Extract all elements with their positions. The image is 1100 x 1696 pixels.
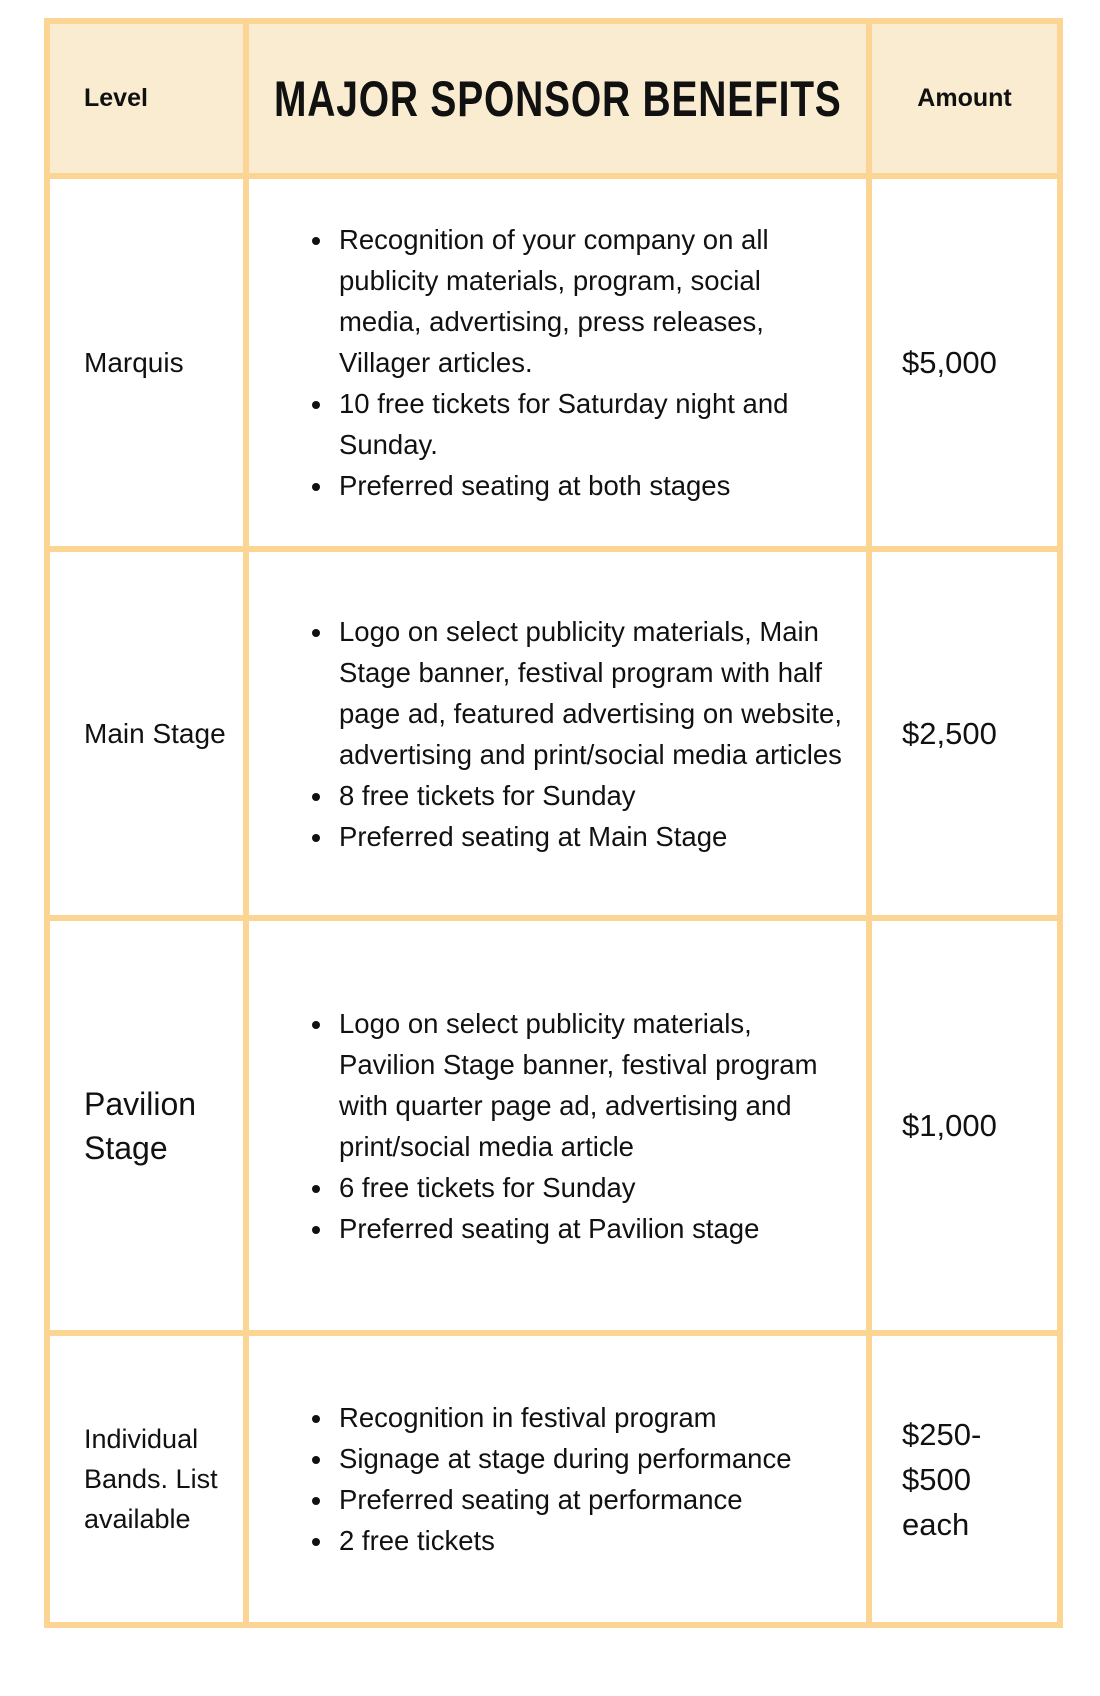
- benefit-item: • Signage at stage during performance: [335, 1438, 792, 1479]
- level-marquis: Marquis: [50, 179, 243, 546]
- benefits-pavilion-stage: [249, 921, 866, 1330]
- benefit-item: • Recognition in festival program: [335, 1397, 792, 1438]
- header-title: [249, 24, 866, 173]
- benefits-main-stage: [249, 552, 866, 915]
- benefit-item: • 10 free tickets for Saturday night and Sunday.: [335, 383, 846, 465]
- benefit-item: • Recognition of your company on all publicity materials, program, social media, advertising, press releases, Villager articles.: [335, 219, 846, 383]
- benefit-item: • Preferred seating at Pavilion stage: [335, 1208, 846, 1249]
- amount-main-stage: $2,500: [872, 552, 1057, 915]
- benefit-item: • Preferred seating at performance: [335, 1479, 792, 1520]
- page-title: MAJOR SPONSOR BENEFITS: [273, 70, 842, 127]
- level-main-stage: Main Stage: [50, 552, 243, 915]
- benefit-item: • 6 free tickets for Sunday: [335, 1167, 846, 1208]
- benefit-item: • Preferred seating at both stages: [335, 465, 846, 506]
- benefit-item: • 2 free tickets: [335, 1520, 792, 1561]
- header-amount: Amount: [872, 24, 1057, 173]
- benefits-marquis: [249, 179, 866, 546]
- benefits-individual-bands: [249, 1336, 866, 1622]
- benefit-item: • Logo on select publicity materials, Pavilion Stage banner, festival program with quarter page ad, advertising and print/social media article: [335, 1003, 846, 1167]
- level-individual-bands: Individual Bands. List available: [50, 1336, 243, 1622]
- benefit-item: • 8 free tickets for Sunday: [335, 775, 846, 816]
- sponsor-benefits-table: [44, 18, 1063, 1628]
- header-level: Level: [50, 24, 243, 173]
- benefit-item: • Logo on select publicity materials, Main Stage banner, festival program with half page ad, featured advertising on website, advertising and print/social media articles: [335, 611, 846, 775]
- level-pavilion-stage: Pavilion Stage: [50, 921, 243, 1330]
- benefit-item: • Preferred seating at Main Stage: [335, 816, 846, 857]
- amount-marquis: $5,000: [872, 179, 1057, 546]
- amount-pavilion-stage: $1,000: [872, 921, 1057, 1330]
- amount-individual-bands: $250- $500 each: [872, 1336, 1057, 1622]
